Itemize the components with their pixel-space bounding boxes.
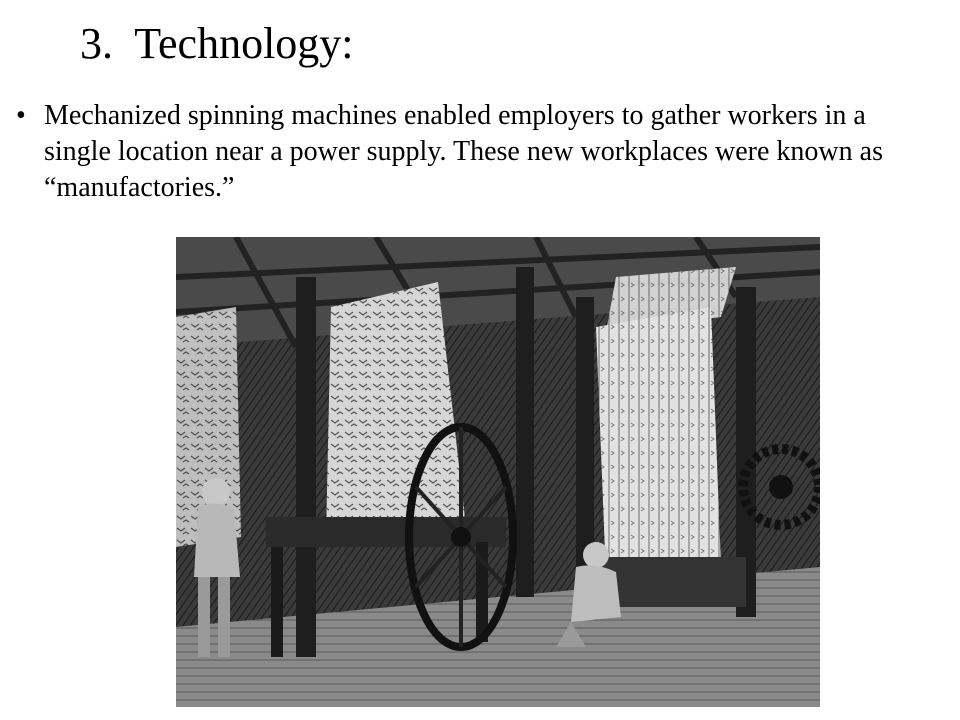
bullet-item [16, 98, 930, 206]
loom-post [516, 267, 534, 597]
engraving-illustration [176, 237, 820, 707]
loom-leg [271, 547, 283, 657]
loom-table [266, 517, 506, 547]
manufactory-engraving [176, 237, 820, 707]
bullet-dot-icon: • [16, 100, 26, 131]
loom-post [296, 277, 316, 657]
slide-title: 3. Technology: [80, 19, 354, 68]
bullet-list [16, 98, 930, 206]
cloth-panel-right [596, 307, 721, 577]
bullet-text: Mechanized spinning machines enabled employers to gather workers in a single location near a power supply. These new workplaces were known as “manufactories.” [44, 100, 883, 203]
